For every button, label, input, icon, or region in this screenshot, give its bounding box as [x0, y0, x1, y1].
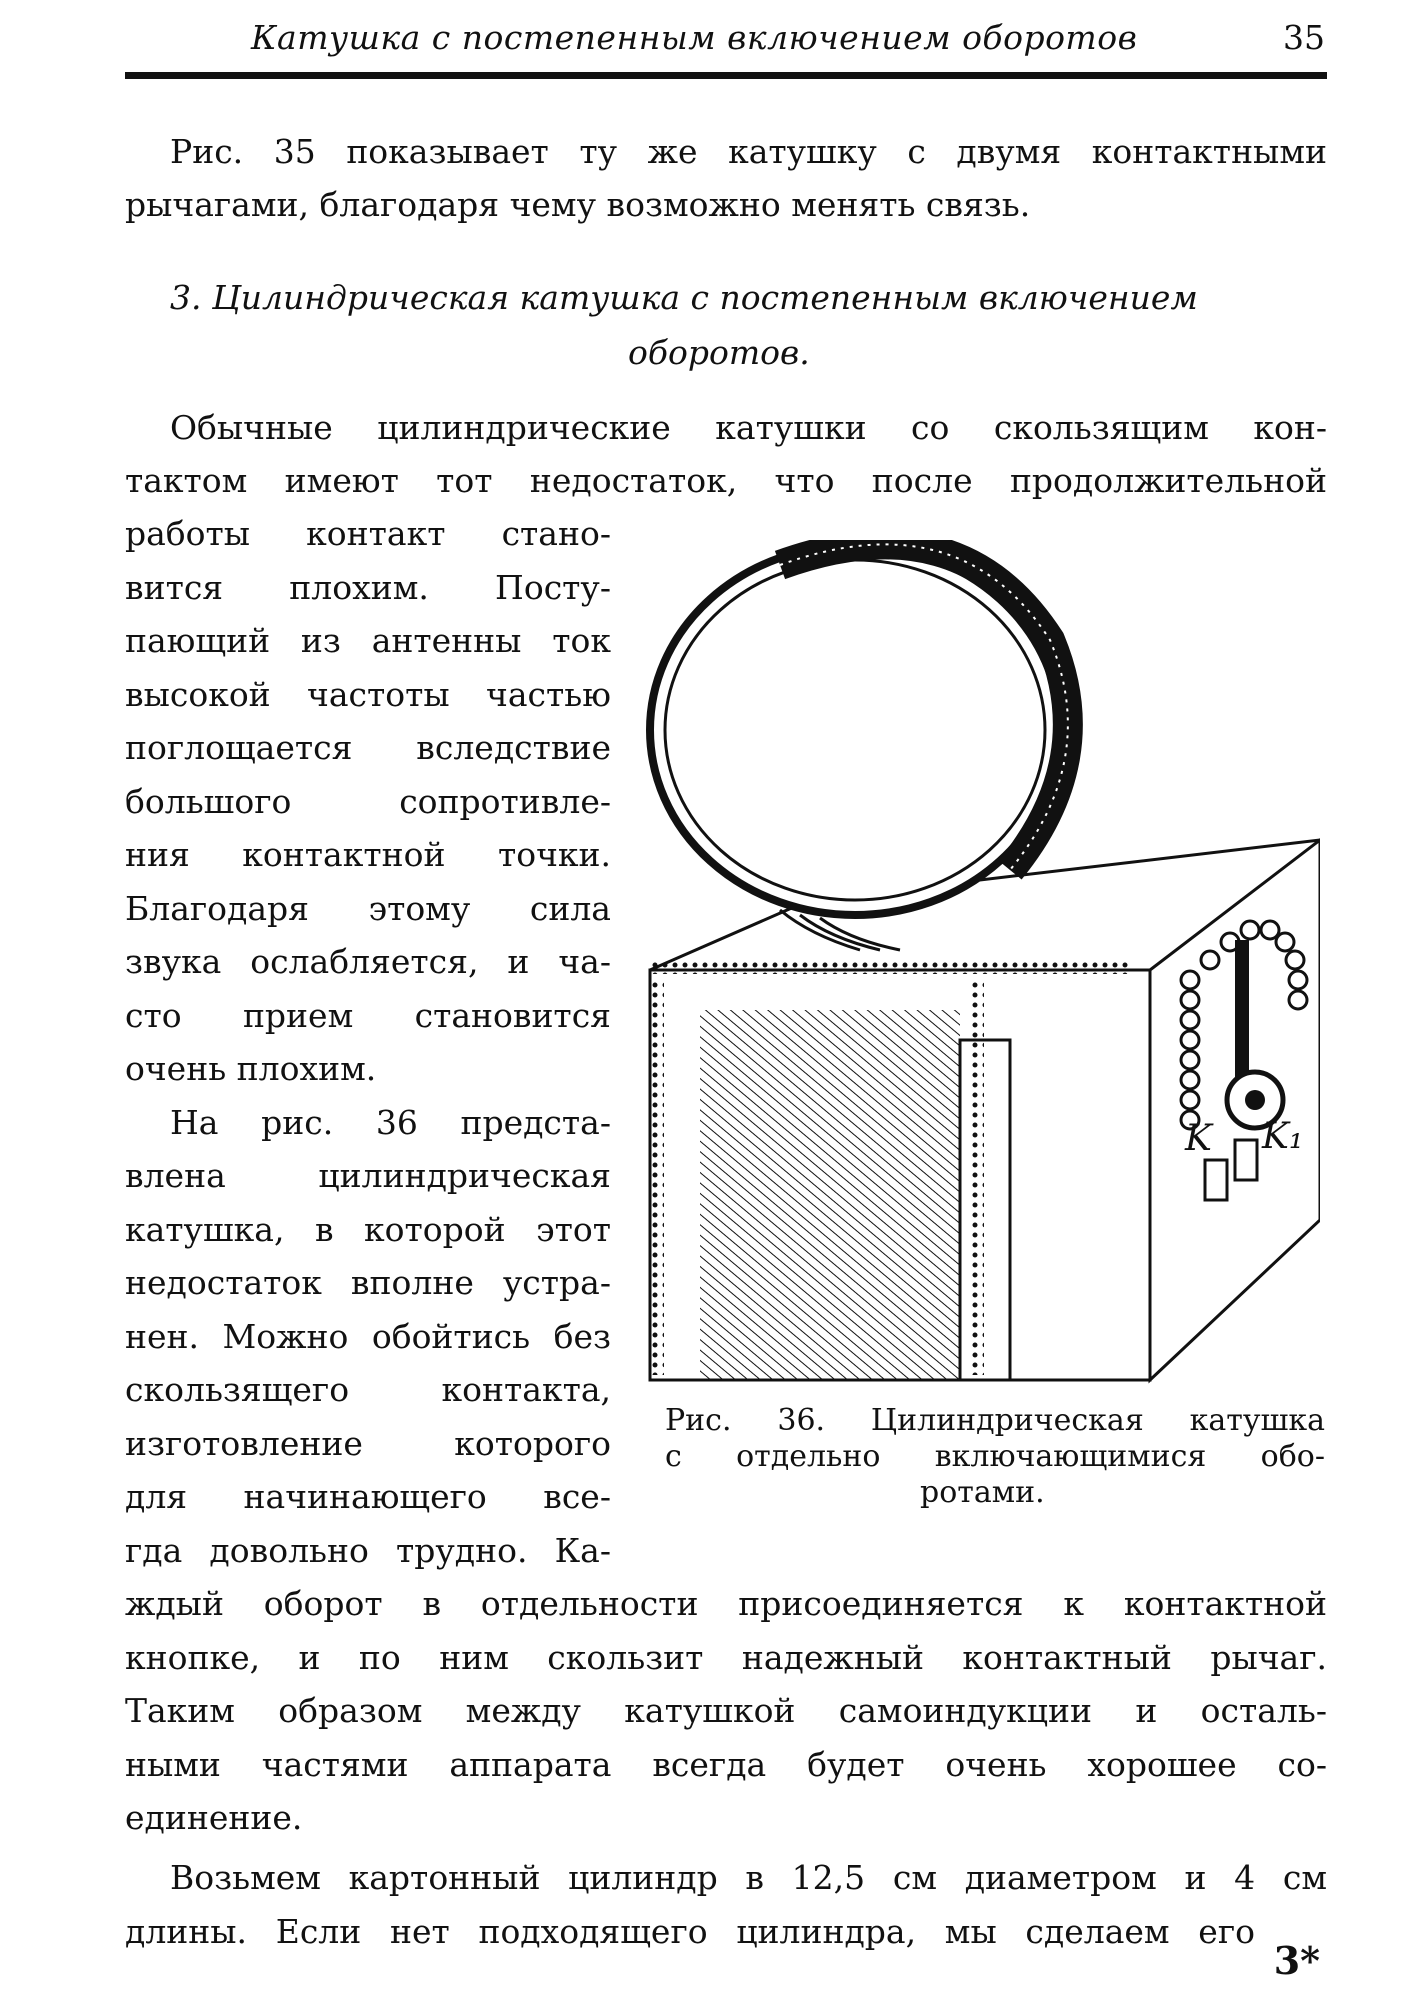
coil-figure — [630, 540, 1320, 1385]
text-line: работы контакт стано- — [125, 514, 611, 553]
lever-knob-center — [1245, 1090, 1265, 1110]
text-line: гда довольно трудно. Ка- — [125, 1531, 611, 1570]
text-line: для начинающего все- — [125, 1477, 611, 1516]
base-edge-pattern — [650, 960, 1130, 974]
terminal-k — [1205, 1160, 1227, 1200]
section-heading-line2: оборотов. — [628, 333, 810, 372]
text-line: изготовление которого — [125, 1424, 611, 1463]
cylinder-inner-rim — [665, 560, 1045, 900]
running-title: Катушка с постепенным включением оборотов — [251, 18, 1138, 57]
text-line: нен. Можно обойтись без — [125, 1317, 611, 1356]
text-line: ждый оборот в отдельности присоединяется к контактной — [125, 1584, 1327, 1623]
terminal-k1 — [1235, 1140, 1257, 1180]
header-rule — [125, 72, 1327, 79]
base-slot — [960, 1040, 1010, 1380]
text-line: рычагами, благодаря чему возможно менять связь. — [125, 185, 1031, 224]
text-line: тактом имеют тот недостаток, что после продолжительной — [125, 461, 1327, 500]
figure-caption-line: с отдельно включающимися обо- — [665, 1439, 1325, 1474]
text-line: ния контактной точки. — [125, 835, 611, 874]
text-line: катушка, в которой этот — [125, 1210, 611, 1249]
text-line: ными частями аппарата всегда будет очень хорошее со- — [125, 1745, 1327, 1784]
text-line: единение. — [125, 1798, 303, 1837]
base-edge-pattern — [970, 980, 984, 1375]
text-line: Благодаря этому сила — [125, 889, 611, 928]
base-edge-pattern — [650, 980, 664, 1375]
text-line: поглощается вследствие — [125, 728, 611, 767]
label-k: K — [1185, 1118, 1212, 1159]
text-line: высокой частоты частью — [125, 675, 611, 714]
page-number: 35 — [1283, 18, 1325, 57]
text-line: очень плохим. — [125, 1049, 377, 1088]
text-line: кнопке, и по ним скользит надежный контактный рычаг. — [125, 1638, 1327, 1677]
text-line: вится плохим. Посту- — [125, 568, 611, 607]
text-line: Обычные цилиндрические катушки со скользящим кон- — [170, 408, 1327, 447]
text-line: влена цилиндрическая — [125, 1156, 611, 1195]
text-line: На рис. 36 предста- — [170, 1103, 611, 1142]
text-line: Рис. 35 показывает ту же катушку с двумя контактными — [170, 132, 1327, 171]
text-line: сто прием становится — [125, 996, 611, 1035]
text-line: Таким образом между катушкой самоиндукции и осталь- — [125, 1691, 1327, 1730]
running-header — [125, 18, 1325, 58]
text-line: большого сопротивле- — [125, 782, 611, 821]
text-line: пающий из антенны ток — [125, 621, 611, 660]
figure-caption-line: ротами. — [920, 1475, 1045, 1510]
coil-illustration — [630, 540, 1320, 1385]
text-line: Возьмем картонный цилиндр в 12,5 см диаметром и 4 см — [170, 1858, 1327, 1897]
text-line: звука ослабляется, и ча- — [125, 942, 611, 981]
base-cavity-hatch — [700, 1010, 960, 1380]
figure-caption-line: Рис. 36. Цилиндрическая катушка — [665, 1403, 1325, 1438]
text-line: длины. Если нет подходящего цилиндра, мы сделаем его — [125, 1912, 1255, 1951]
text-line: недостаток вполне устра- — [125, 1263, 611, 1302]
label-k1: K₁ — [1262, 1116, 1304, 1157]
signature-mark: 3* — [1273, 1938, 1320, 1983]
section-heading-line1: 3. Цилиндрическая катушка с постепенным включением — [170, 278, 1198, 317]
text-line: скользящего контакта, — [125, 1370, 611, 1409]
